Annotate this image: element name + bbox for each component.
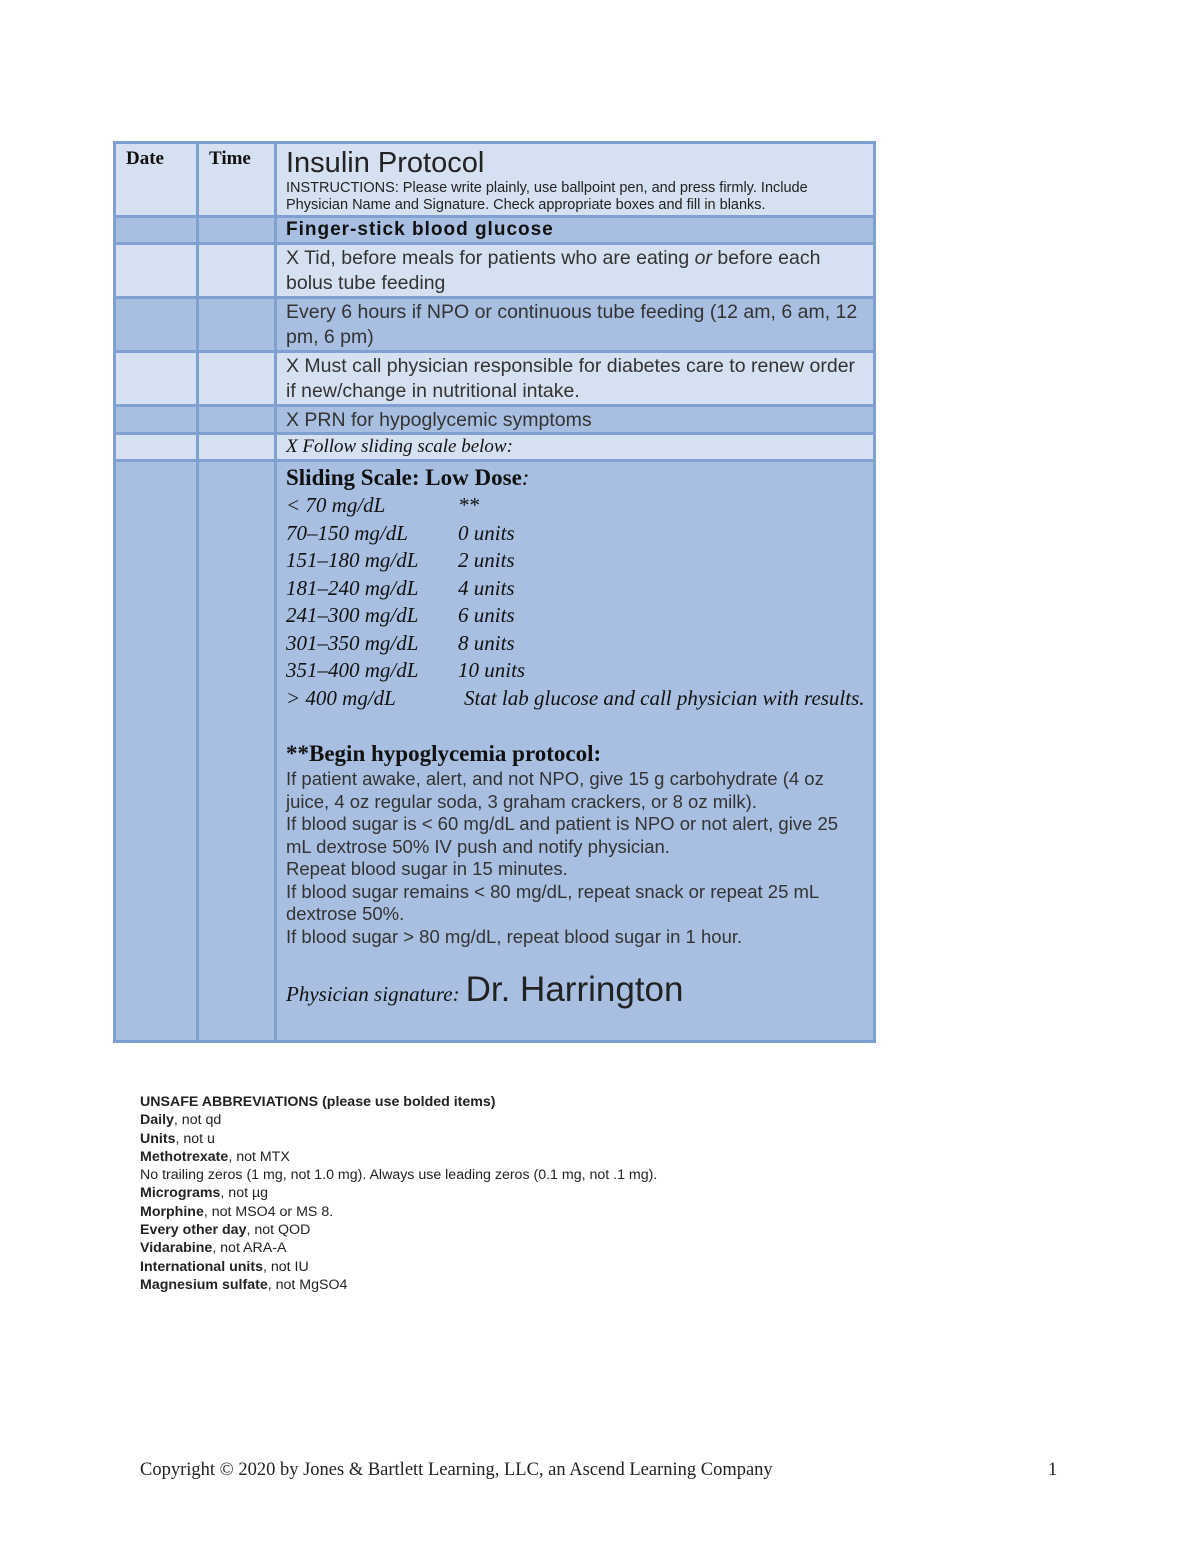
abbreviation-avoid: , not MgSO4 <box>267 1276 348 1293</box>
order-row-follow <box>115 434 875 461</box>
hypo-step: If blood sugar remains < 80 mg/dL, repeat snack or repeat 25 mL dextrose 50%. <box>286 880 819 924</box>
hypo-step: If blood sugar > 80 mg/dL, repeat blood sugar in 1 hour. <box>286 925 743 947</box>
scale-row <box>286 657 865 685</box>
hypoglycemia-protocol-steps <box>286 768 865 948</box>
time-label: Time <box>209 148 251 169</box>
abbreviation-preferred: Units <box>140 1130 176 1147</box>
abbreviation-preferred: Every other day <box>140 1222 247 1239</box>
time-cell[interactable] <box>198 244 276 298</box>
footer-copyright: Copyright © 2020 by Jones & Bartlett Learning, LLC, an Ascend Learning Company <box>140 1460 773 1480</box>
scale-range: 70–150 mg/dL <box>286 520 408 545</box>
abbreviation-item <box>140 1203 657 1221</box>
abbreviation-avoid: , not IU <box>262 1258 309 1275</box>
scale-range: 181–240 mg/dL <box>286 575 419 600</box>
scale-row <box>286 547 865 575</box>
order-row-tid <box>115 244 875 298</box>
time-cell[interactable] <box>198 461 276 1042</box>
scale-range: > 400 mg/dL <box>286 685 396 710</box>
abbreviation-item <box>140 1166 657 1184</box>
header-row <box>115 143 875 217</box>
scale-row <box>286 575 865 603</box>
abbreviation-item <box>140 1184 657 1202</box>
sliding-scale-row <box>115 461 875 1042</box>
fingerstick-heading-row <box>115 217 875 244</box>
abbreviation-item <box>140 1111 657 1129</box>
date-cell[interactable] <box>115 406 198 434</box>
signature-label: Physician signature: <box>286 982 460 1006</box>
scale-range: 351–400 mg/dL <box>286 658 419 682</box>
sliding-scale-list <box>286 492 865 712</box>
abbreviation-avoid: , not MSO4 or MS 8. <box>203 1203 334 1220</box>
physician-signature-block <box>286 970 865 1040</box>
time-cell[interactable] <box>198 352 276 406</box>
order-call-text: X Must call physician responsible for diabetes care to renew order if new/change in nutritional intake. <box>286 355 856 402</box>
scale-range: 301–350 mg/dL <box>286 630 419 655</box>
scale-dose: Stat lab glucose and call physician with results. <box>464 685 865 710</box>
date-cell[interactable] <box>115 217 198 244</box>
abbreviation-item <box>140 1276 657 1294</box>
scale-range: 241–300 mg/dL <box>286 603 419 627</box>
abbreviation-item <box>140 1130 657 1148</box>
time-cell[interactable] <box>198 298 276 352</box>
time-column-header <box>198 143 276 217</box>
abbreviation-preferred: Vidarabine <box>140 1240 213 1257</box>
abbreviation-item <box>140 1258 657 1276</box>
order-follow-text: X Follow sliding scale below: <box>286 436 513 457</box>
order-tid-or: or <box>694 247 712 269</box>
scale-row <box>286 492 865 520</box>
scale-dose: 0 units <box>458 520 515 545</box>
order-tid-part-b: before each bolus tube feeding <box>286 247 821 294</box>
time-cell[interactable] <box>198 217 276 244</box>
insulin-order-table <box>113 141 876 1043</box>
footer-page-number: 1 <box>1048 1460 1058 1480</box>
scale-dose: 10 units <box>458 658 526 682</box>
abbreviation-avoid: No trailing zeros (1 mg, not 1.0 mg). Always use leading zeros (0.1 mg, not .1 mg). <box>140 1167 658 1184</box>
scale-row <box>286 602 865 630</box>
abbreviation-preferred: International units <box>140 1258 263 1275</box>
date-label: Date <box>126 148 164 169</box>
date-cell[interactable] <box>115 244 198 298</box>
abbreviation-preferred: Magnesium sulfate <box>140 1276 268 1293</box>
protocol-title: Insulin Protocol <box>286 147 485 179</box>
abbreviation-item <box>140 1239 657 1257</box>
instructions-text: INSTRUCTIONS: Please write plainly, use ballpoint pen, and press firmly. Include Physician Name and Signature. Check appropriate boxes and fill in blanks. <box>286 180 808 213</box>
scale-range: < 70 mg/dL <box>286 493 386 517</box>
date-cell[interactable] <box>115 461 198 1042</box>
hypo-step: If blood sugar is < 60 mg/dL and patient is NPO or not alert, give 25 mL dextrose 50% IV push and notify physician. <box>286 813 839 857</box>
scale-dose: 6 units <box>458 603 515 627</box>
order-tid-part-a: X Tid, before meals for patients who are eating <box>286 247 695 269</box>
hypo-step: If patient awake, alert, and not NPO, give 15 g carbohydrate (4 oz juice, 4 oz regular soda, 3 graham crackers, or 8 oz milk). <box>286 768 824 812</box>
protocol-header-cell <box>276 143 875 217</box>
order-tid-text <box>277 245 873 296</box>
abbreviation-item <box>140 1221 657 1239</box>
abbreviation-avoid: , not µg <box>220 1185 269 1202</box>
abbreviation-preferred: Micrograms <box>140 1185 221 1202</box>
abbreviation-avoid: , not u <box>175 1130 215 1147</box>
abbreviation-avoid: , not MTX <box>228 1148 290 1165</box>
scale-dose: ** <box>458 493 479 517</box>
date-column-header <box>115 143 198 217</box>
fingerstick-heading: Finger-stick blood glucose <box>286 219 554 240</box>
scale-dose: 2 units <box>458 548 515 572</box>
abbreviation-avoid: , not qd <box>173 1112 222 1129</box>
scale-dose: 8 units <box>458 630 515 655</box>
scale-row-high <box>286 685 865 713</box>
time-cell[interactable] <box>198 406 276 434</box>
order-prn-text: X PRN for hypoglycemic symptoms <box>286 409 592 431</box>
abbreviation-avoid: , not QOD <box>246 1222 311 1239</box>
hypoglycemia-protocol-title: **Begin hypoglycemia protocol: <box>286 741 602 766</box>
time-cell[interactable] <box>198 434 276 461</box>
abbreviation-item <box>140 1148 657 1166</box>
hypo-step: Repeat blood sugar in 15 minutes. <box>286 858 568 879</box>
unsafe-abbreviations <box>140 1093 657 1294</box>
date-cell[interactable] <box>115 434 198 461</box>
abbreviation-preferred: Morphine <box>140 1203 204 1220</box>
abbreviation-preferred: Daily <box>140 1112 174 1129</box>
date-cell[interactable] <box>115 298 198 352</box>
order-row-prn <box>115 406 875 434</box>
abbreviation-preferred: Methotrexate <box>140 1148 229 1165</box>
signature-name: Dr. Harrington <box>465 970 684 1009</box>
order-npo-text: Every 6 hours if NPO or continuous tube feeding (12 am, 6 am, 12 pm, 6 pm) <box>286 301 858 348</box>
abbreviation-avoid: , not ARA-A <box>212 1240 287 1257</box>
sliding-scale-title <box>286 464 865 492</box>
order-row-npo <box>115 298 875 352</box>
scale-dose: 4 units <box>458 575 515 600</box>
scale-range: 151–180 mg/dL <box>286 548 419 572</box>
scale-row <box>286 630 865 658</box>
abbreviations-title: UNSAFE ABBREVIATIONS (please use bolded items) <box>140 1094 496 1110</box>
sliding-scale-title-text: Sliding Scale: Low Dose <box>286 465 522 490</box>
sliding-scale-colon: : <box>521 465 530 490</box>
date-cell[interactable] <box>115 352 198 406</box>
scale-row <box>286 520 865 548</box>
order-row-call <box>115 352 875 406</box>
